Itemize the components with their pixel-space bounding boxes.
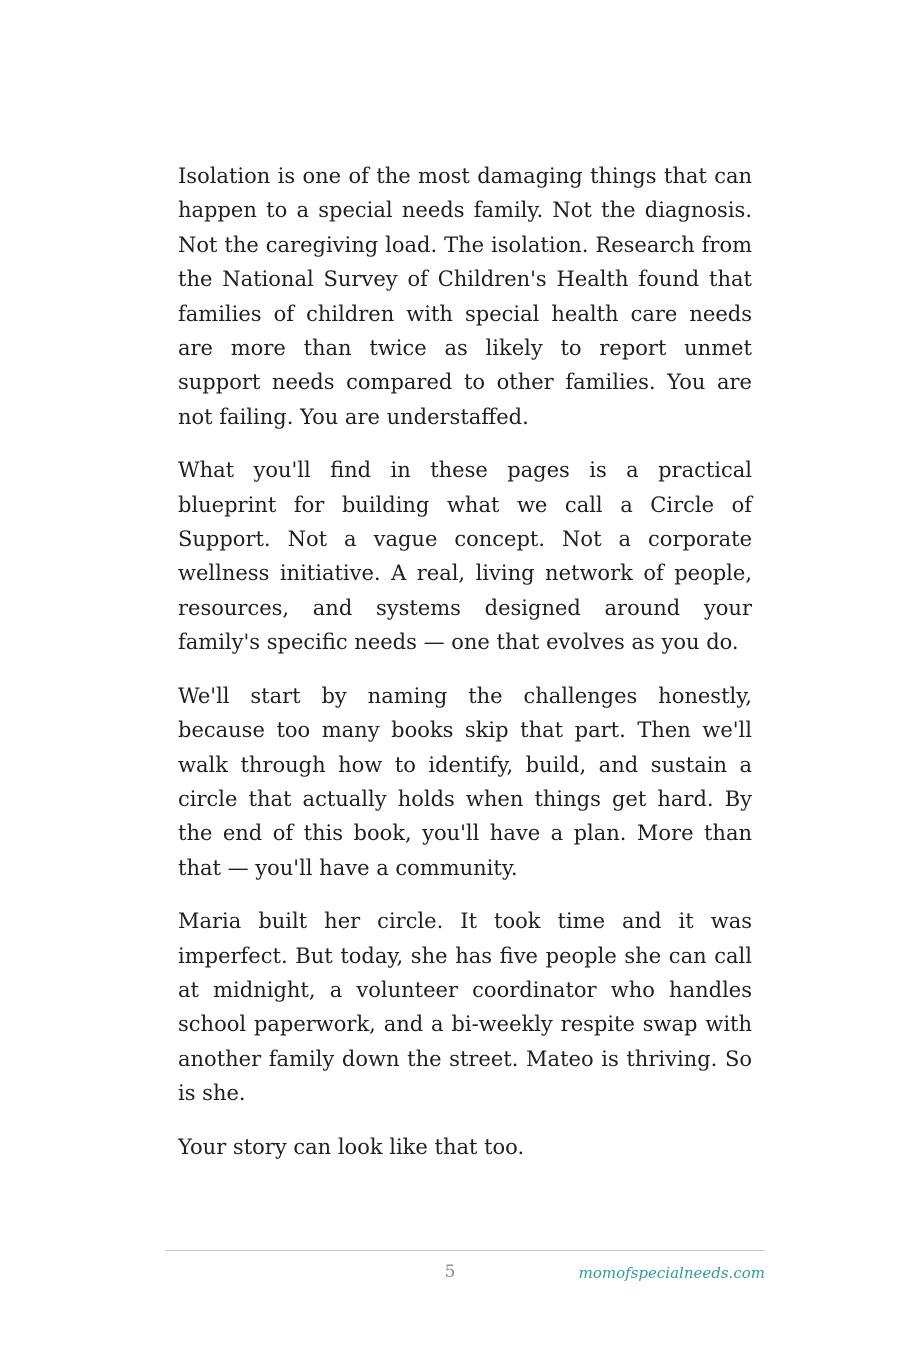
- paragraph-maria: Maria built her circle. It took time and it was imperfect. But today, she has five people she can call at midnight, a volunteer coordinator who handles school paperwork, and a bi-weekly respite swap with another family down the street. Mateo is thriving. So is she.: [178, 909, 752, 1106]
- page-number: 5: [444, 1262, 456, 1282]
- page-body: [178, 159, 752, 1183]
- paragraph-isolation: Isolation is one of the most damaging things that can happen to a special needs family. Not the diagnosis. Not the caregiving load. The isolation. Research from the National Survey of Children's Health found that families of children with special health care needs are more than twice as likely to report unmet support needs compared to other families. You are not failing. You are understaffed.: [178, 164, 752, 429]
- site-link[interactable]: momofspecialneeds.com: [578, 1264, 765, 1282]
- footer-divider: [165, 1250, 765, 1251]
- paragraph-closing: Your story can look like that too.: [178, 1134, 525, 1159]
- paragraph-blueprint: What you'll find in these pages is a practical blueprint for building what we call a Circle of Support. Not a vague concept. Not a corporate wellness initiative. A real, living network of people, resources, and systems designed around your family's specific needs — one that evolves as you do.: [178, 458, 752, 655]
- paragraph-challenges: We'll start by naming the challenges honestly, because too many books skip that part. Then we'll walk through how to identify, build, and sustain a circle that actually holds when things get hard. By the end of this book, you'll have a plan. More than that — you'll have a community.: [178, 683, 752, 880]
